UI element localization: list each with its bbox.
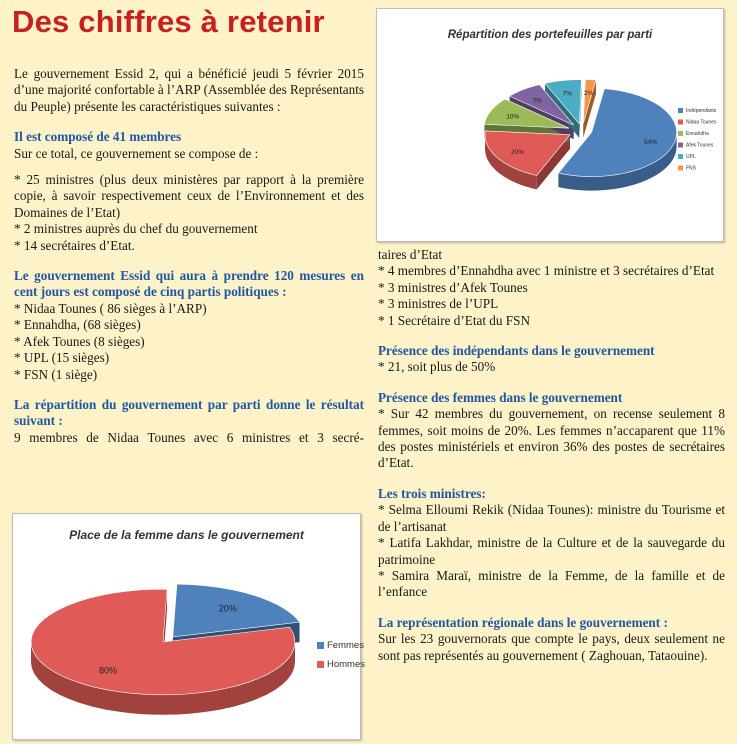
- pie-slice: [583, 80, 596, 124]
- list-item: * UPL (15 sièges): [14, 350, 110, 366]
- intro-paragraph: Le gouvernement Essid 2, qui a bénéficié jeudi 5 février 2015 d’une majorité confortable à l’ARP (Assemblée des Représentants du Peuple) présente les caractéristiques suivantes :: [14, 66, 364, 114]
- article-column-left: [14, 66, 364, 446]
- legend-swatch: [678, 154, 683, 159]
- section-text: * Sur 42 membres du gouvernement, on recense seulement 8 femmes, soit moins de 20%. Les femmes n’accaparent que 11% des postes ministériels et environ 36% des postes de secrétaires d’Etat.: [378, 406, 725, 471]
- list-item: * Afek Tounes (8 sièges): [14, 333, 145, 349]
- list-item: * FSN (1 siège): [14, 366, 98, 382]
- data-label: 7%: [532, 97, 543, 105]
- list-item: * Selma Elloumi Rekik (Nidaa Tounes): ministre du Tourisme et de l’artisanat: [378, 502, 725, 534]
- legend-entry: Ennahdha: [686, 131, 709, 137]
- data-label: 2%: [583, 90, 594, 97]
- chart-title: Répartition des portefeuilles par parti: [447, 29, 653, 41]
- data-label: 20%: [218, 603, 237, 614]
- section-heading: La répartition du gouvernement par parti donne le résultat suivant :: [14, 396, 364, 429]
- legend-swatch: [678, 166, 683, 171]
- list-item: * 3 ministres de l’UPL: [378, 296, 499, 312]
- data-label: 7%: [562, 90, 573, 98]
- legend-entry: Afek Tounes: [686, 142, 714, 149]
- list-item: * Latifa Lakhdar, ministre de la Culture et de la sauvegarde du patrimoine: [378, 535, 725, 567]
- list-item: * 2 ministres auprès du chef du gouvernement: [14, 221, 258, 237]
- section-heading: Le gouvernement Essid qui aura à prendre 120 mesures en cent jours est composé de cinq partis politiques :: [14, 268, 364, 300]
- section-heading: Présence des femmes dans le gouvernement: [378, 389, 623, 405]
- list-item: * Ennahdha, (68 sièges): [14, 317, 141, 333]
- legend-entry: Nidaa Tounes: [686, 119, 717, 126]
- legend-entry: Femmes: [327, 640, 364, 651]
- list-item: * 1 Secrétaire d’Etat du FSN: [378, 312, 530, 328]
- section-text: taires d’Etat: [378, 247, 443, 262]
- list-item: * 25 ministres (plus deux ministères par rapport à la première copie, à savoir respectivement ceux de l’Environnement et des Domaines de l’Etat): [14, 172, 364, 220]
- section-heading: La représentation régionale dans le gouvernement :: [378, 614, 668, 630]
- pie-chart-femmes: [13, 514, 366, 739]
- section-composition: [14, 129, 364, 254]
- legend-swatch: [678, 108, 683, 113]
- chart-portefeuilles: [376, 8, 724, 242]
- data-label: 10%: [506, 113, 520, 121]
- page-title: Des chiffres à retenir: [12, 4, 325, 39]
- section-regionale: [378, 615, 725, 664]
- legend-swatch: [678, 143, 683, 148]
- section-femmes: [378, 390, 725, 472]
- item-list: [14, 172, 364, 254]
- data-label: 20%: [510, 149, 525, 157]
- legend-swatch: [678, 131, 683, 136]
- section-repartition-cont: [378, 247, 725, 329]
- legend-entry: FNS: [686, 165, 696, 172]
- section-independants: [378, 343, 725, 376]
- list-item: * Nidaa Tounes ( 86 sièges à l’ARP): [14, 300, 207, 316]
- section-text: 9 membres de Nidaa Tounes avec 6 ministres et 3 secré-: [14, 429, 364, 445]
- section-heading: Il est composé de 41 membres: [14, 129, 182, 145]
- data-label: 80%: [98, 665, 118, 676]
- section-repartition: [14, 397, 364, 446]
- pie-chart-portefeuilles: [377, 9, 723, 241]
- legend-entry: Indépendants: [686, 108, 717, 114]
- list-item: * 4 membres d’Ennahdha avec 1 ministre et 3 secrétaires d’Etat: [378, 263, 715, 279]
- list-item: * 14 secrétaires d’Etat.: [14, 237, 135, 253]
- list-item: * 3 ministres d’Afek Tounes: [378, 279, 528, 295]
- list-item: * Samira Maraï, ministre de la Femme, de la famille et de l’enfance: [378, 567, 725, 600]
- data-label: 54%: [643, 139, 658, 147]
- section-ministres: [378, 486, 725, 601]
- legend-entry: UPL: [686, 154, 696, 160]
- section-heading: Les trois ministres:: [378, 485, 486, 501]
- legend-swatch: [317, 642, 324, 649]
- legend-swatch: [678, 120, 683, 125]
- article-column-right: [378, 247, 725, 664]
- section-text: * 21, soit plus de 50%: [378, 359, 496, 375]
- legend-swatch: [317, 661, 324, 668]
- legend-entry: Hommes: [327, 659, 366, 670]
- section-heading: Présence des indépendants dans le gouvernement: [378, 343, 655, 359]
- section-partis: [14, 268, 364, 383]
- chart-femmes: [12, 513, 366, 740]
- section-text: Sur les 23 gouvernorats que compte le pays, deux seulement ne sont pas représentés au gouvernement ( Zaghouan, Tataouine).: [378, 631, 725, 663]
- chart-title: Place de la femme dans le gouvernement: [69, 528, 304, 542]
- section-text: Sur ce total, ce gouvernement se compose de :: [14, 145, 259, 161]
